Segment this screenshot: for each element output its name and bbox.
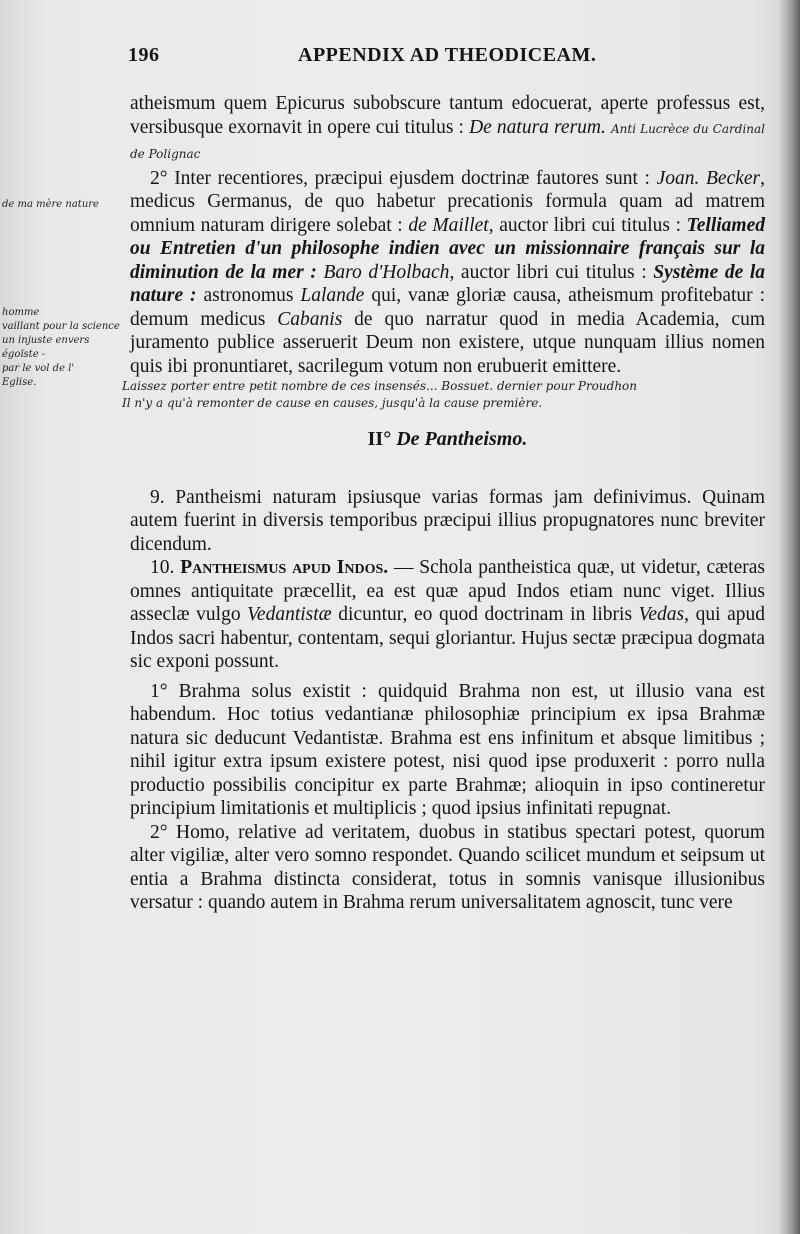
- point-2: [130, 821, 765, 915]
- point-number: 2°: [150, 821, 168, 843]
- paragraph-epicurus: [130, 92, 765, 167]
- paragraph-text: Homo, relative ad veritatem, duobus in statibus spectari potest, quorum alter vigiliæ, alter vero somno respondet. Quando scilicet mundum et seipsum ut entia a Brahma distincta considerat, totus in somnis vanisque illusionibus versatur : quando autem in Brahma rerum universalitatem agnoscit, tunc vere: [130, 821, 766, 913]
- paragraph-text: astronomus: [203, 285, 294, 306]
- paragraph-9: [130, 486, 765, 557]
- handwritten-annotation: Anti Lucrèce du Cardinal de Polignac: [130, 121, 766, 161]
- person-name: d'Holbach: [368, 261, 450, 283]
- margin-note-line: vaillant pour la science: [2, 321, 120, 332]
- paragraph-text: dicuntur, eo quod doctrinam in libris: [338, 604, 633, 625]
- margin-note-line: par le vol de l': [2, 363, 75, 374]
- margin-note-line: homme: [2, 307, 40, 318]
- margin-note-1: de ma mère nature: [2, 199, 99, 210]
- book-title: De natura rerum.: [469, 116, 606, 138]
- paragraph-heading: Pantheismus apud Indos.: [180, 557, 389, 578]
- point-1: [130, 680, 765, 821]
- book-title: Telliamed ou Entretien d'un philosophe indien avec un missionnaire français sur la diminution de la mer :: [130, 214, 766, 283]
- paragraph-text: , auctor libri cui titulus :: [488, 214, 682, 236]
- page-body: [122, 92, 766, 915]
- paragraph-text: — Schola pantheistica quæ, ut videtur, cæteras omnes antiquitate præcellit, ea est quæ apud Indos etiam nunc viget. Illius asseclæ vulgo: [130, 557, 765, 625]
- paragraph-number: 9.: [150, 486, 165, 508]
- person-name: Lalande: [300, 285, 365, 306]
- paragraph-text: Brahma solus existit : quidquid Brahma non est, ut illusio vana est habendum. Hoc totius vedantianæ philosophiæ principium ex ipsa Brahmæ natura sic deducunt Vedantistæ. Brahma est ens infinitum et absque limitibus ; nihil igitur extra ipsum existere potest, nisi quod ipse produxerit : porro nulla productio possibilis concipitur ex parte Brahmæ; alioquin in ipso contineretur principium limitationis et multiplicis ; quod ipsius infinitati repugnat.: [130, 680, 765, 819]
- margin-note-line: un injuste envers: [2, 335, 90, 346]
- paragraph-text: atheismum quem Epicurus subobscure tantum edocuerat, aperte professus est, versibusque exornavit in opere cui titulus :: [130, 93, 765, 138]
- paragraph-text: , qui apud Indos sacri habentur, contentam, sequi gloriantur. Hujus sectæ præcipua dogmata sic exponi possunt.: [130, 604, 766, 672]
- person-name: de Maillet: [408, 214, 489, 236]
- running-header: [128, 44, 768, 70]
- book-title: Système de la nature :: [130, 261, 766, 306]
- paragraph-number: 10.: [150, 557, 175, 578]
- paragraph-text: Inter recentiores, præcipui ejusdem doctrinæ fautores sunt :: [174, 167, 650, 189]
- section-heading: [130, 428, 765, 452]
- term: Vedas: [638, 604, 685, 625]
- paragraph-text: Baro: [323, 261, 362, 283]
- person-name: Cabanis: [277, 308, 343, 330]
- handwritten-note-line-1: Laissez porter entre petit nombre de ces insensés... Bossuet. dernier pour Proudhon: [122, 379, 637, 393]
- running-title: APPENDIX AD THEODICEAM.: [298, 44, 597, 66]
- paragraph-text: Pantheismi naturam ipsiusque varias formas jam definivimus. Quinam autem fuerint in diversis temporibus præcipui illius propugnatores nunc breviter dicendum.: [130, 486, 765, 555]
- point-number: 1°: [150, 680, 168, 702]
- page-spine-shadow: [778, 0, 800, 1234]
- paragraph-text: qui, vanæ gloriæ causa, atheismum profitebatur : demum medicus: [130, 285, 766, 330]
- margin-note-line: égoïste -: [2, 349, 46, 360]
- person-name: Joan. Becker: [656, 167, 761, 189]
- margin-note-2: [2, 306, 126, 390]
- margin-note-line: Eglise.: [2, 377, 37, 388]
- paragraph-text: , auctor libri cui titulus :: [449, 261, 647, 283]
- term: Vedantistæ: [247, 604, 332, 625]
- section-number: II°: [367, 428, 392, 450]
- paragraph-10: [130, 556, 765, 674]
- page-number: 196: [128, 44, 160, 66]
- handwritten-note-line-2: Il n'y a qu'à remonter de cause en causes, jusqu'à la cause première.: [122, 396, 543, 410]
- paragraph-text: de quo narratur quod in media Academia, cum juramento publice asseruerit Deum non existere, utque nunquam illius nomen quis ibi pronuntiaret, sacrilegum votum non erubuerit emittere.: [130, 308, 765, 377]
- paragraph-text: , medicus Germanus, de quo habetur precationis formula quam ad matrem omnium naturam dirigere solebat :: [130, 167, 765, 236]
- point-number: 2°: [150, 167, 168, 189]
- section-title: De Pantheismo.: [396, 428, 528, 450]
- paragraph-recentiores: [130, 167, 765, 379]
